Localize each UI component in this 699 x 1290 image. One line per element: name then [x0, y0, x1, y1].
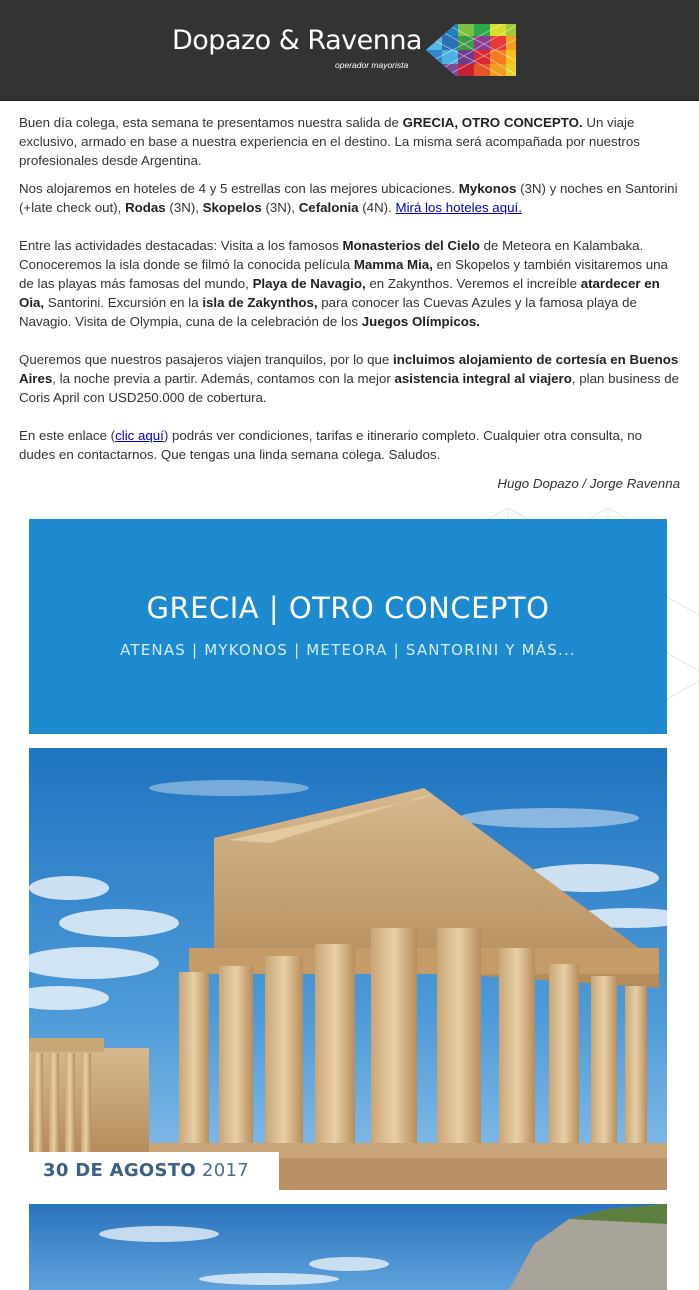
signature: Hugo Dopazo / Jorge Ravenna — [497, 476, 680, 491]
activities-paragraph: Entre las actividades destacadas: Visita a los famosos Monasterios del Cielo de Meteora en Kalambaka. Conoceremos la isla donde se filmó la conocida película Mamma Mia, en Skopelos y también visitaremos una de las playas más famosas del mundo, Playa de Navagio, en Zakynthos. Veremos el increíble atardecer en Oia, Santorini. Excursión en la isla de Zakynthos, para conocer las Cuevas Azules y la famosa playa de Navagio. Visita de Olympia, cuna de la celebración de los Juegos Olímpicos. — [19, 238, 668, 329]
departure-date: 30 DE AGOSTO — [43, 1160, 196, 1181]
parthenon-illustration — [29, 748, 667, 1190]
departure-year: 2017 — [195, 1160, 250, 1181]
parthenon-photo[interactable] — [29, 748, 667, 1190]
coast-photo[interactable] — [29, 1204, 667, 1290]
brand-logo-text: Dopazo & Ravenna — [172, 25, 422, 56]
email-header — [0, 0, 699, 101]
departure-date-label — [29, 1152, 279, 1190]
hotels-link[interactable]: Mirá los hoteles aquí. — [395, 200, 522, 215]
closing-paragraph: En este enlace (clic aquí) podrás ver condiciones, tarifas e itinerario completo. Cualquier otra consulta, no dudes en contactarnos. Que tengas una linda semana colega. Saludos. — [19, 428, 643, 462]
brand-mosaic-icon — [426, 22, 518, 78]
coast-illustration — [29, 1204, 667, 1290]
brand-tagline: operador mayorista — [335, 60, 409, 70]
intro-paragraph: Buen día colega, esta semana te presentamos nuestra salida de GRECIA, OTRO CONCEPTO. Un viaje exclusivo, armado en base a nuestra experiencia en el destino. La misma será acompañada por nuestros profesionales desde Argentina. — [19, 115, 640, 168]
email-body — [0, 101, 699, 493]
banner-subtitle: ATENAS | MYKONOS | METEORA | SANTORINI Y MÁS... — [120, 641, 576, 659]
assistance-paragraph: Queremos que nuestros pasajeros viajen tranquilos, por lo que incluimos alojamiento de cortesía en Buenos Aires, la noche previa a partir. Además, contamos con la mejor asistencia integral al viajero, plan business de Coris April con USD250.000 de cobertura. — [19, 352, 680, 405]
trip-banner[interactable] — [29, 519, 667, 734]
hotels-paragraph: Nos alojaremos en hoteles de 4 y 5 estrellas con las mejores ubicaciones. Mykonos (3N) y noches en Santorini (+late check out), Rodas (3N), Skopelos (3N), Cefalonia (4N). Mirá los hoteles aquí. — [19, 181, 678, 215]
banner-title: GRECIA | OTRO CONCEPTO — [146, 591, 550, 625]
conditions-link[interactable]: clic aquí — [115, 428, 164, 443]
